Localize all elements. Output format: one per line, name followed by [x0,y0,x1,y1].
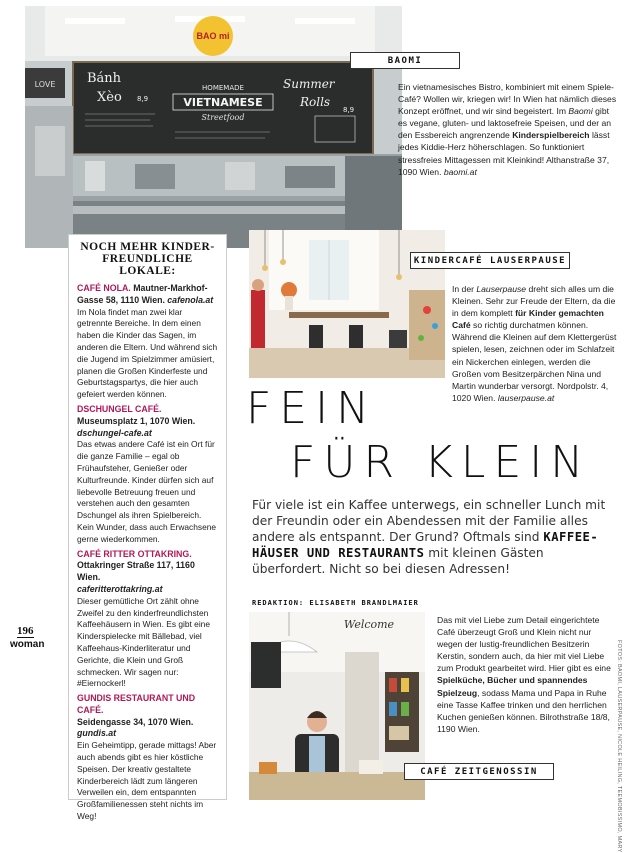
intro-text: Für viele ist ein Kaffee unterwegs, ein schneller Lunch mit der Freundin oder ein Abendessen mit der Familie alles andere als entspannt. Der Grund? Oftmals sind KAFFEE-HÄUSER UND RESTAURANTS mit kleinen Gästen überfordert. Nicht so bei diesen Adressen! [252,498,606,576]
svg-text:VIETNAMESE: VIETNAMESE [183,96,263,109]
baomi-text: Ein vietnamesisches Bistro, kombiniert mit einem Spiele-Café? Wollen wir, kriegen wir! In Wien hat nämlich dieses Konzept eröffnet, und wir sind begeistert. Im Baomi gibt es vegane, gluten- und laktosefreie Speisen, und der an den Essbereich angrenzende Kinderspielbereich lässt jedes Kiddie-Herz höherschlagen. So funktioniert stressfreies Mittagessen mit Kleinkind! Althanstraße 37, 1090 Wien. baomi.at [398,82,617,177]
baomi-label: BAOMI [350,52,460,69]
sidebar-entry: DSCHUNGEL CAFÉ. Museumsplatz 1, 1070 Wien. dschungel-cafe.at Das etwas andere Café ist ein Ort für die ganze Familie – egal ob Frühaufsteher, Genießer oder Kulturfreunde. Kinder dürfen sich auf liebevolle Betreuung freuen und verstehen auch den gesamten Dschungel als ihren Spielbereich. Kein Wunder, dass auch Erwachsene gerne wiederkommen. [77,403,217,544]
zeitgenossin-photo [249,612,425,800]
svg-text:Xèo: Xèo [97,90,122,105]
headline-line2: FÜR KLEIN [290,437,592,488]
byline: REDAKTION: ELISABETH BRANDLMAIER [252,599,419,607]
headline-line1: FEIN [246,383,377,434]
lauserpause-text: In der Lauserpause dreht sich alles um die Kleinen. Sehr zur Freude der Eltern, da die in dem komplett für Kinder gemachten Café so richtig durchatmen können. Während die Kleinen auf dem Klettergerüst spielen, lesen, zeichnen oder im Schlafzeit ein Nickerchen einlegen, werden die Großen vom Besitzerpärchen Nina und Martin wunderbar versorgt. Nordpolstr. 4, 1020 Wien. lauserpause.at [452,284,617,403]
baomi-photo [25,6,402,248]
svg-text:Streetfood: Streetfood [201,113,245,122]
svg-text:8,9: 8,9 [343,106,355,114]
zeitgenossin-text: Das mit viel Liebe zum Detail eingerichtete Café überzeugt Groß und Klein nicht nur wegen der lustig-freundlichen Besitzerin Kerstin, sondern auch, da hier mit viel Liebe zum Produkt gearbeitet wird. Hier gibt es eine Spielküche, Bücher und spannendes Spielzeug, sodass Mama und Papa in Ruhe eine Tasse Kaffee trinken und den herrlichen Kuchen genießen können. Bilrothstraße 18/8, 1190 Wien. [437,615,611,734]
svg-text:HOMEMADE: HOMEMADE [202,84,244,92]
svg-text:Bánh: Bánh [87,71,122,86]
sidebar-title: NOCH MEHR KINDER-FREUNDLICHE LOKALE: [80,241,215,277]
welcome-sign: Welcome [343,618,395,631]
zeitgenossin-label: CAFÉ ZEITGENOSSIN [404,763,554,780]
svg-text:Summer: Summer [283,77,335,91]
svg-text:8,9: 8,9 [137,95,149,103]
baomi-logo: BAO mi [196,31,230,41]
page-number: 196 [17,625,34,637]
photo-credits: FOTOS: BAOMI, LAUSERPAUSE, NICOLE HEILING, TEEMOBISSIMO, MARY [616,640,622,853]
sidebar-entry: CAFÉ RITTER OTTAKRING. Ottakringer Straße 117, 1160 Wien. caferitterottakring.at Dieser gemütliche Ort zählt ohne Zweifel zu den kinderfreundlichsten Kaffeehäusern in Wien. Es gibt eine Kinderspielecke mit Bällebad, viel Kaffeehaus-Kinderliteratur und Gerichte, die Klein und Groß schmecken. Wir sagen nur: #Eiernockerl! [77,548,210,689]
sidebar-entry: GUNDIS RESTAURANT UND CAFÉ. Seidengasse 34, 1070 Wien. gundis.at Ein Geheimtipp, gerade mittags! Aber auch abends gibt es hier köstliche Speisen. Der kreativ gestaltete Kinderbereich lädt zum längeren Verweilen ein, dem entspannten Großfamilienessen steht nichts im Weg! [77,693,217,822]
svg-text:Rolls: Rolls [300,95,331,109]
magazine-name: woman [10,639,45,650]
sidebar-more-places [68,234,227,822]
lauserpause-label: KINDERCAFÉ LAUSERPAUSE [410,252,570,269]
svg-text:LOVE: LOVE [34,80,56,89]
sidebar-entry: CAFÉ NOLA. Mautner-Markhof-Gasse 58, 1110 Wien. cafenola.at Im Nola findet man zwei klar getrennte Bereiche. In dem einen haben die Kinder das Sagen, im anderen die Eltern. Und während sich die Jugend im Spielzimmer amüsiert, planen die Großen Kinderfeste und Geburtstagspartys, die hier auch gefeiert werden können. [77,283,218,400]
